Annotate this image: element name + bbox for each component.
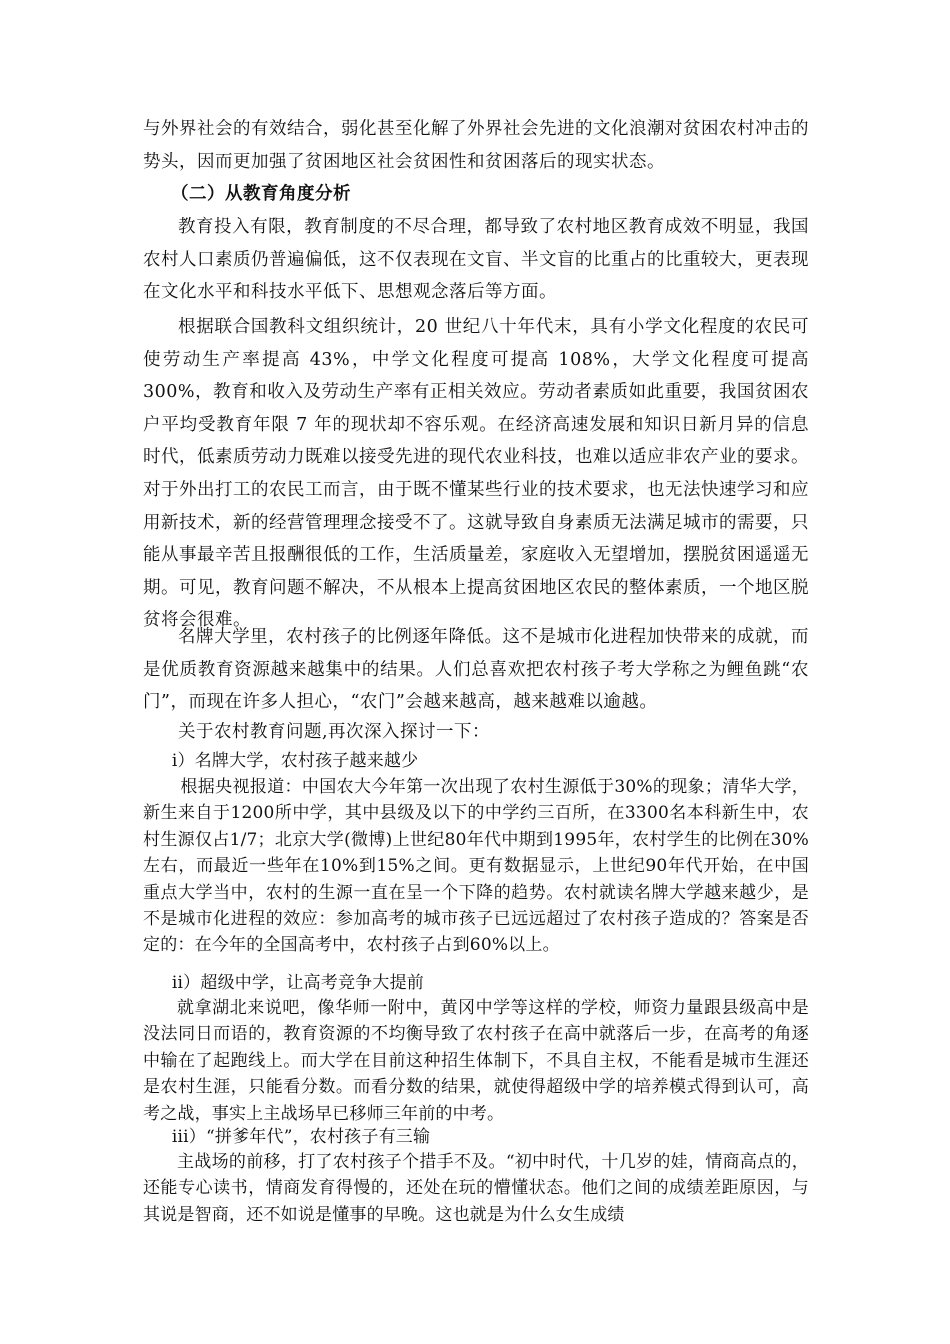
paragraph-further-discussion: 关于农村教育问题,再次深入探讨一下： <box>178 722 491 742</box>
paragraph-education-investment: 教育投入有限，教育制度的不尽合理，都导致了农村地区教育成效不明显，我国农村人口素质仍普遍偏低，这不仅表现在文盲、半文盲的比重占的比重较大，更表现在文化水平和科技水平低下、思想观念落后等方面。 <box>143 217 809 303</box>
paragraph-unesco-statistics: 根据联合国教科文组织统计，20 世纪八十年代末，具有小学文化程度的农民可使劳动生产率提高 43%，中学文化程度可提高 108%，大学文化程度可提高 300%，教育和收入及劳动生产率有正相关效应。劳动者素质如此重要，我国贫困农户平均受教育年限 7 年的现状却不容乐观。在经济高速发展和知识日新月异的信息时代，低素质劳动力既难以接受先进的现代农业科技，也难以适应非农产业的要求。对于外出打工的农民工而言，由于既不懂某些行业的技术要求，也无法快速学习和应用新技术，新的经营管理理念接受不了。这就导致自身素质无法满足城市的需要，只能从事最辛苦且报酬很低的工作，生活质量差，家庭收入无望增加，摆脱贫困遥遥无期。可见，教育问题不解决，不从根本上提高贫困地区农民的整体素质，一个地区脱贫将会很难。 <box>143 317 809 631</box>
paragraph-famous-universities: 名牌大学里，农村孩子的比例逐年降低。这不是城市化进程加快带来的成就，而是优质教育资源越来越集中的结果。人们总喜欢把农村孩子考大学称之为鲤鱼跳“农门”，而现在许多人担心，“农门”会越来越高，越来越难以逾越。 <box>143 627 809 713</box>
paragraph-hubei: 就拿湖北来说吧，像华师一附中，黄冈中学等这样的学校，师资力量跟县级高中是没法同日而语的，教育资源的不均衡导致了农村孩子在高中就落后一步，在高考的角逐中输在了起跑线上。而大学在目前这种招生体制下，不具自主权，不能看是城市生涯还是农村生涯，只能看分数。而看分数的结果，就使得超级中学的培养模式得到认可，高考之战，事实上主战场早已移师三年前的中考。 <box>143 998 809 1124</box>
section-heading: （二）从教育角度分析 <box>171 184 351 204</box>
paragraph-main-battlefield: 主战场的前移，打了农村孩子个措手不及。“初中时代，十几岁的娃，情商高点的，还能专心读书，情商发育得慢的，还处在玩的懵懂状态。他们之间的成绩差距原因，与其说是智商，还不如说是懂事的早晚。这也就是为什么女生成绩 <box>143 1152 809 1225</box>
subheading-i: i）名牌大学，农村孩子越来越少 <box>171 751 419 771</box>
paragraph-continued: 与外界社会的有效结合，弱化甚至化解了外界社会先进的文化浪潮对贫困农村冲击的势头，因而更加强了贫困地区社会贫困性和贫困落后的现实状态。 <box>143 119 809 172</box>
subheading-ii: ii）超级中学，让高考竞争大提前 <box>171 973 424 993</box>
paragraph-cctv-report: 根据央视报道：中国农大今年第一次出现了农村生源低于30%的现象；清华大学，新生来自于1200所中学，其中县级及以下的中学约三百所，在3300名本科新生中，农村生源仅占1/7；北京大学(微博)上世纪80年代中期到1995年，农村学生的比例在30%左右，而最近一些年在10%到15%之间。更有数据显示，上世纪90年代开始，在中国重点大学当中，农村的生源一直在呈一个下降的趋势。农村就读名牌大学越来越少，是不是城市化进程的效应：参加高考的城市孩子已远远超过了农村孩子造成的？答案是否定的：在今年的全国高考中，农村孩子占到60%以上。 <box>143 777 809 956</box>
subheading-iii: iii）“拼爹年代”，农村孩子有三输 <box>171 1127 431 1147</box>
